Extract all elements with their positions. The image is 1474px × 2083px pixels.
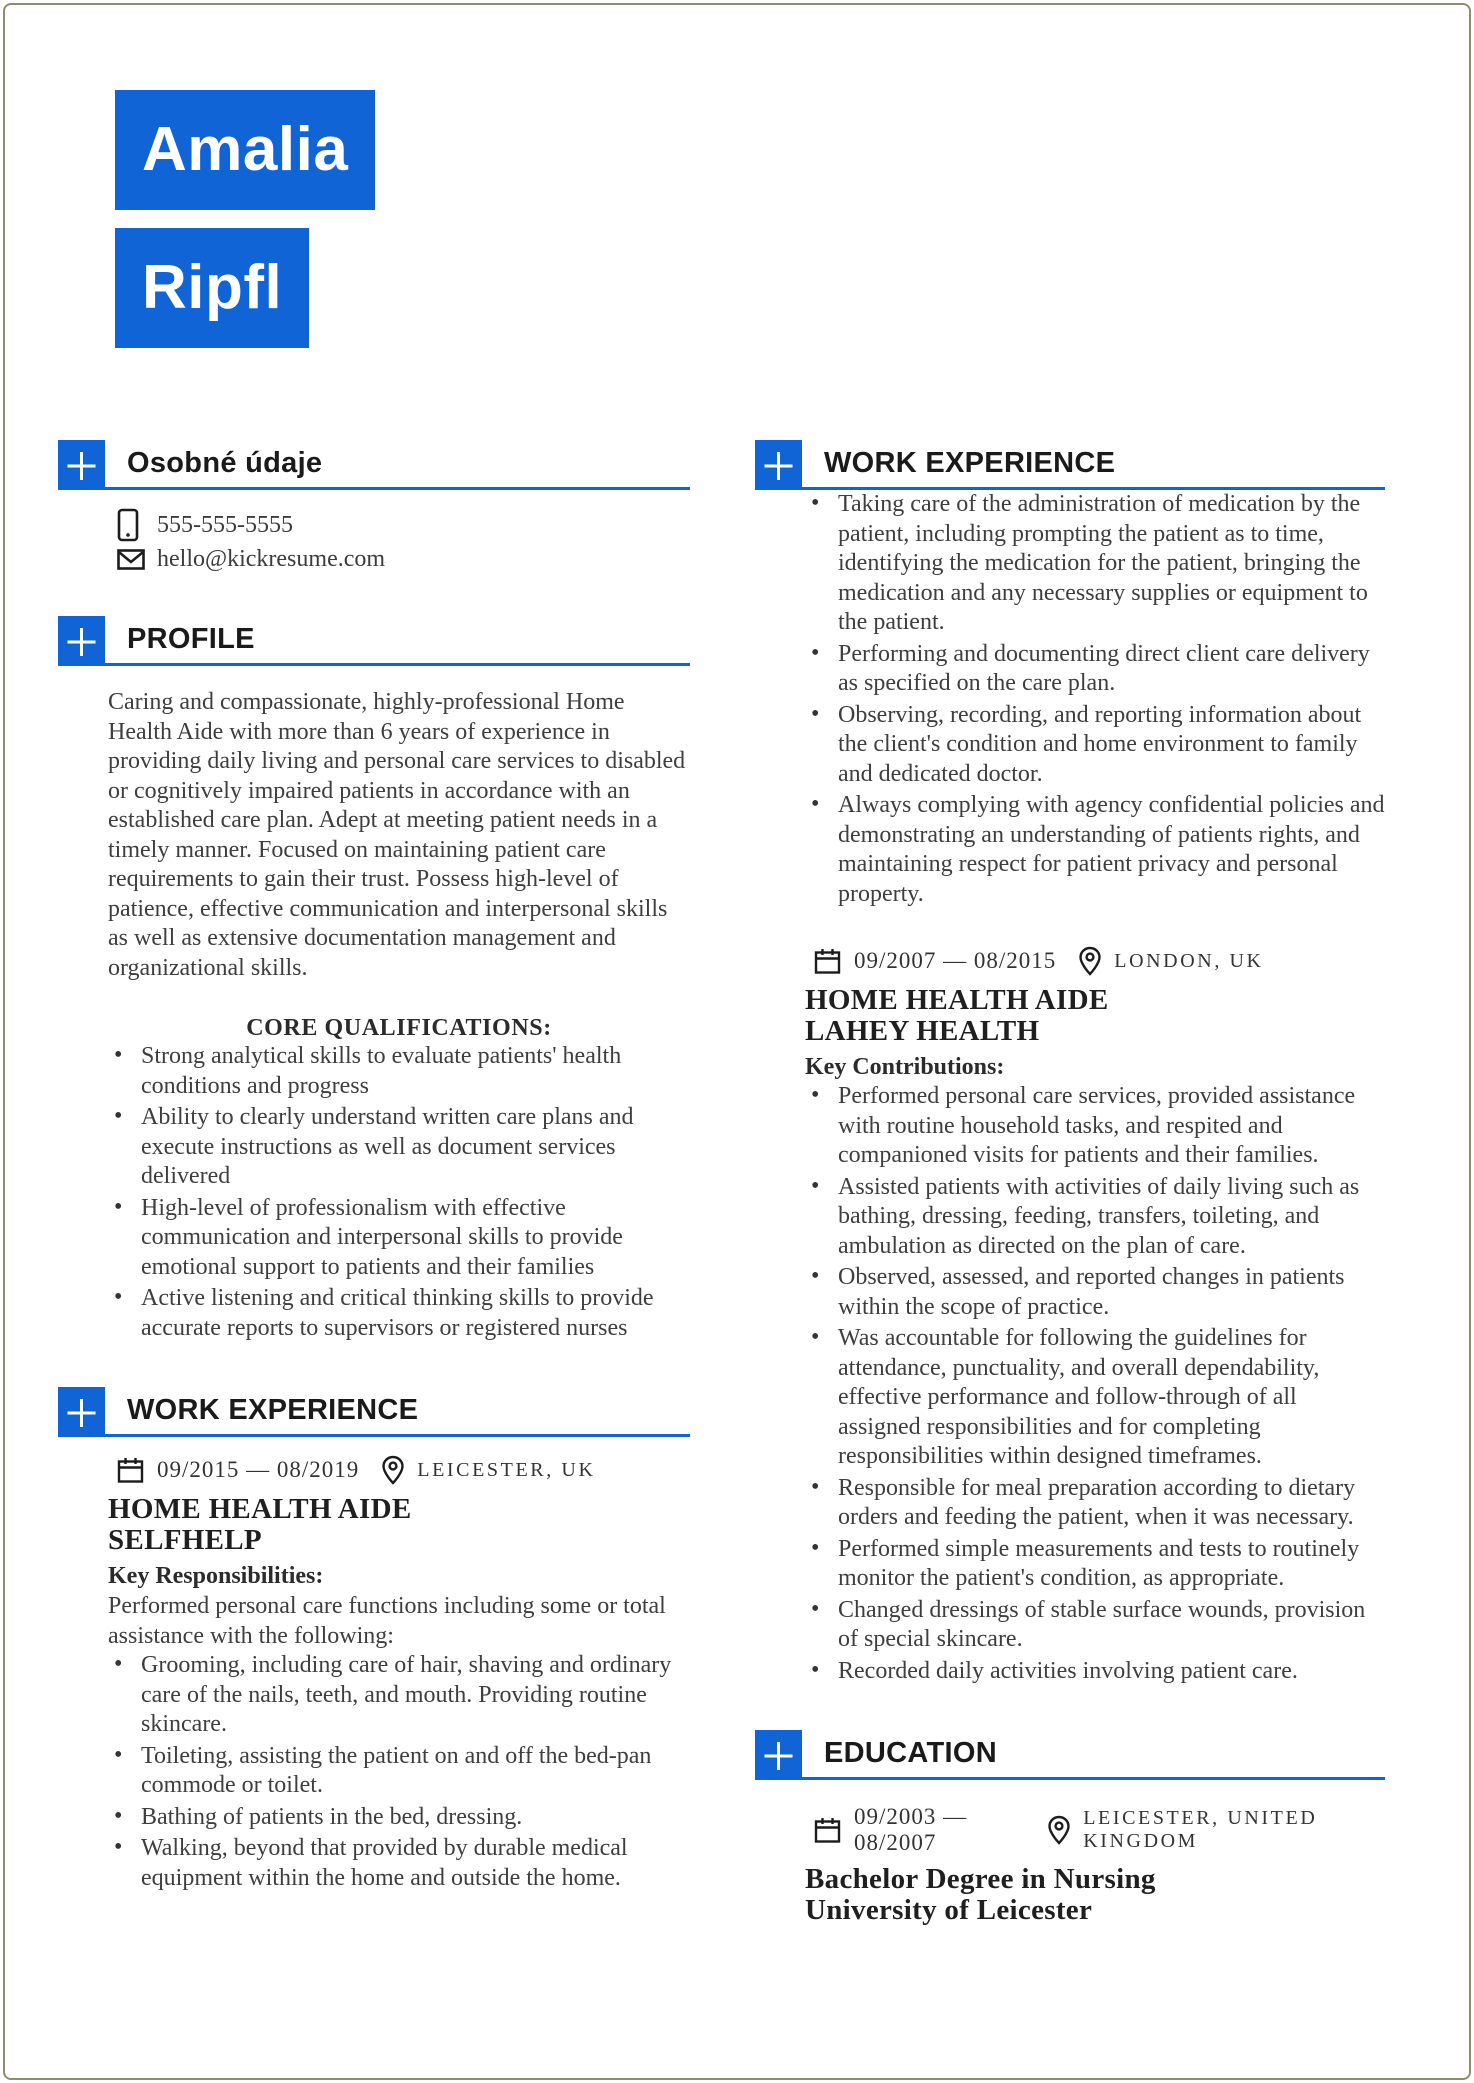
job-date-location bbox=[805, 946, 1385, 976]
section-work-header bbox=[58, 1387, 690, 1437]
list-item: • Ability to clearly understand written care plans and execute instructions as well as document services delivered bbox=[141, 1103, 690, 1192]
job-company: LAHEY HEALTH bbox=[805, 1015, 1040, 1047]
contact-list bbox=[108, 508, 690, 576]
phone-number: 555-555-5555 bbox=[157, 511, 293, 538]
name-last: Ripfl bbox=[115, 228, 309, 348]
contact-phone-row bbox=[108, 508, 690, 542]
job-duties-list bbox=[805, 490, 1385, 909]
list-item: • Assisted patients with activities of daily living such as bathing, dressing, feeding, transfers, toileting, and ambulation as directed on the plan of care. bbox=[838, 1173, 1385, 1262]
list-item: • Active listening and critical thinking skills to provide accurate reports to supervisors or registered nurses bbox=[141, 1284, 690, 1343]
location-pin-icon bbox=[381, 1455, 405, 1485]
section-work-header bbox=[755, 440, 1385, 490]
section-work-experience-right bbox=[755, 440, 1385, 1686]
right-column bbox=[755, 440, 1385, 1926]
core-qualifications-heading: CORE QUALIFICATIONS: bbox=[246, 1015, 552, 1041]
job-location: LONDON, UK bbox=[1114, 949, 1264, 972]
job-dates: 09/2015 — 08/2019 bbox=[157, 1457, 360, 1482]
calendar-icon bbox=[814, 1817, 841, 1844]
list-item: • Was accountable for following the guidelines for attendance, punctuality, and overall dependability, effective performance and follow-through of all assigned responsibilities and for completing responsibilities within designed timeframes. bbox=[838, 1324, 1385, 1472]
section-title: Osobné údaje bbox=[127, 447, 323, 479]
job-date-location bbox=[108, 1455, 690, 1485]
list-item: • Performing and documenting direct client care delivery as specified on the care plan. bbox=[838, 640, 1385, 699]
calendar-icon bbox=[814, 948, 841, 975]
list-item: • Bathing of patients in the bed, dressing. bbox=[141, 1803, 690, 1833]
section-profile bbox=[58, 616, 690, 1343]
list-item: • Responsible for meal preparation according to dietary orders and feeding the patient, when it was necessary. bbox=[838, 1474, 1385, 1533]
section-title: WORK EXPERIENCE bbox=[127, 1394, 419, 1426]
calendar-icon bbox=[117, 1457, 144, 1484]
job-contributions-list bbox=[805, 1082, 1385, 1686]
job-title: HOME HEALTH AIDE bbox=[108, 1493, 412, 1525]
job-intro: Performed personal care functions including some or total assistance with the following: bbox=[108, 1593, 666, 1649]
section-education bbox=[755, 1730, 1385, 1926]
list-item: • Always complying with agency confidential policies and demonstrating an understanding of patients rights, and maintaining respect for patient privacy and personal property. bbox=[838, 791, 1385, 909]
list-item: • Walking, beyond that provided by durable medical equipment within the home and outside the home. bbox=[141, 1834, 690, 1893]
plus-icon bbox=[755, 1730, 802, 1780]
list-item: • Strong analytical skills to evaluate patients' health conditions and progress bbox=[141, 1042, 690, 1101]
list-item: • Recorded daily activities involving patient care. bbox=[838, 1657, 1385, 1687]
list-item: • Observed, assessed, and reported changes in patients within the scope of practice. bbox=[838, 1263, 1385, 1322]
job-location: LEICESTER, UK bbox=[417, 1458, 596, 1481]
education-location: LEICESTER, UNITED KINGDOM bbox=[1083, 1807, 1318, 1852]
education-date-location bbox=[805, 1804, 1385, 1856]
job-dates: 09/2007 — 08/2015 bbox=[854, 948, 1057, 973]
plus-icon bbox=[58, 440, 105, 490]
section-profile-header bbox=[58, 616, 690, 666]
contact-email-row bbox=[108, 542, 690, 576]
section-education-header bbox=[755, 1730, 1385, 1780]
list-item: • Changed dressings of stable surface wounds, provision of special skincare. bbox=[838, 1596, 1385, 1655]
job-title: HOME HEALTH AIDE bbox=[805, 984, 1109, 1016]
section-title: WORK EXPERIENCE bbox=[824, 447, 1116, 479]
plus-icon bbox=[58, 616, 105, 666]
section-work-experience-left bbox=[58, 1387, 690, 1893]
job-subheading: Key Responsibilities: bbox=[108, 1563, 324, 1589]
list-item: • Toileting, assisting the patient on and off the bed-pan commode or toilet. bbox=[141, 1742, 690, 1801]
left-column bbox=[58, 440, 690, 1926]
list-item: • Performed personal care services, provided assistance with routine household tasks, and respited and companioned visits for patients and their families. bbox=[838, 1082, 1385, 1171]
email-address: hello@kickresume.com bbox=[157, 545, 386, 572]
section-title: PROFILE bbox=[127, 623, 255, 655]
name-first: Amalia bbox=[115, 90, 375, 210]
resume-columns bbox=[58, 440, 1385, 1926]
core-qualifications-list bbox=[108, 1042, 690, 1343]
plus-icon bbox=[755, 440, 802, 490]
mail-icon bbox=[117, 549, 157, 570]
list-item: • Observing, recording, and reporting information about the client's condition and home environment to family and dedicated doctor. bbox=[838, 701, 1385, 790]
phone-icon bbox=[117, 508, 157, 542]
section-title: EDUCATION bbox=[824, 1737, 997, 1769]
location-pin-icon bbox=[1078, 946, 1102, 976]
section-personal bbox=[58, 440, 690, 576]
location-pin-icon bbox=[1047, 1815, 1071, 1845]
list-item: • Taking care of the administration of medication by the patient, including prompting the patient as to time, identifying the medication for the patient, bringing the medication and any necessary supplies or equipment to the patient. bbox=[838, 490, 1385, 638]
list-item: • Grooming, including care of hair, shaving and ordinary care of the nails, teeth, and mouth. Providing routine skincare. bbox=[141, 1651, 690, 1740]
job-subheading: Key Contributions: bbox=[805, 1054, 1005, 1080]
list-item: • Performed simple measurements and tests to routinely monitor the patient's condition, as appropriate. bbox=[838, 1535, 1385, 1594]
list-item: • High-level of professionalism with effective communication and interpersonal skills to provide emotional support to patients and their families bbox=[141, 1194, 690, 1283]
name-block bbox=[115, 90, 375, 366]
job-company: SELFHELP bbox=[108, 1524, 262, 1556]
education-school: University of Leicester bbox=[805, 1894, 1093, 1926]
plus-icon bbox=[58, 1387, 105, 1437]
profile-summary: Caring and compassionate, highly-professional Home Health Aide with more than 6 years of experience in providing daily living and personal care services to disabled or cognitively impaired patients in accordance with an established care plan. Adept at meeting patient needs in a timely manner. Focused on maintaining patient care requirements to gain their trust. Possess high-level of patience, effective communication and interpersonal skills as well as extensive documentation management and organizational skills. bbox=[108, 689, 686, 981]
education-degree: Bachelor Degree in Nursing bbox=[805, 1863, 1156, 1895]
job-duties-list bbox=[108, 1651, 690, 1893]
education-dates: 09/2003 — 08/2007 bbox=[854, 1804, 968, 1855]
section-personal-header bbox=[58, 440, 690, 490]
